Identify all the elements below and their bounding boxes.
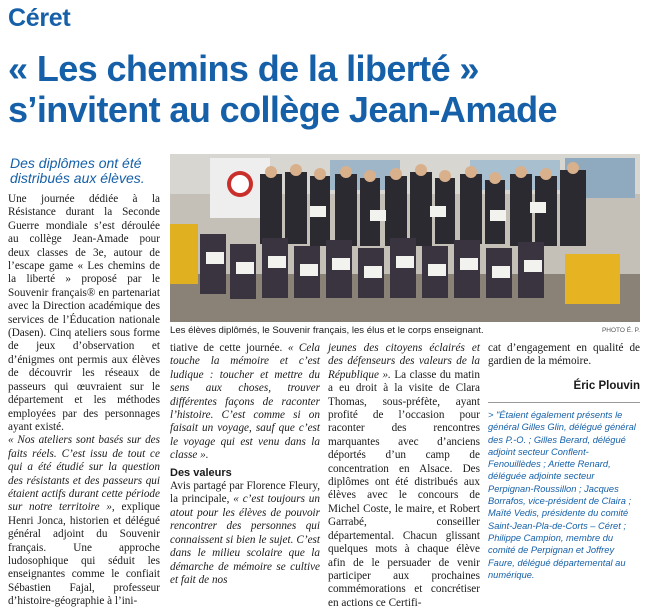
article-column-4 [488,342,640,372]
headline [8,48,648,130]
subheading: Des valeurs [170,466,232,479]
paragraph [170,342,320,463]
quote: jeunes des citoyens éclairés et des défenseurs des valeurs de la République ». [328,342,480,381]
author-byline: Éric Plouvin [573,380,640,392]
headline-line-2: s’invitent au collège Jean-Amade [8,89,557,130]
attendees-box [488,402,640,580]
paragraph [8,434,160,608]
standfirst: Des diplômes ont été distribués aux élèves. [10,155,145,186]
attendees-text: > "Étaient également présents le général Gilles Glin, délégué général des P.-O. ; Gilles Berard, délégué adjoint secteur Conflent-Fenouillèdes ; Ariette Renard, déléguée adjointe secteur Perpignan-Roussillon ; Jacques Borrafos, vice-président de Claira ; Maïté Vedis, présidente du comité Saint-Jean-Pla-de-Corts – Céret ; Philippe Campion, membre du comité de Perpignan et Joffrey Faure, délégué départemental au numérique. [488,410,636,580]
paragraph: cat d’engagement en qualité de gardien de la mémoire. [488,342,640,368]
text: explique Henri Jonca, historien et délégué général adjoint du Souvenir français. Une approche ludosophique qui séduit les enseignantes comme le confiait Sébastien Fajal, professeur d’histoire-géographie à l’ini- [8,501,160,608]
photo-credit: PHOTO É. P. [601,327,640,334]
quote: « Nos ateliers sont basés sur des faits réels. C’est issu de tout ce qui a été étudié sur la question des résistants et des passeurs qui étaient actifs durant cette période sur notre territoire », [8,434,160,514]
text: La classe du matin a eu droit à la visite de Clara Thomas, sous-préfète, ayant profité de l’occasion pour raconter des rencontres marquantes avec d’anciens déportés d’un camp de concentration en Alsace. Des diplômes ont été distribués aux élèves avec le concours de Michel Coste, le maire, et Robert Garrabé, conseiller départemental. Chacun glissant quelques mots à chaque élève afin de le persuader de venir participer aux prochaines commémorations et concrétiser en actions ce Certifi- [328,368,480,609]
section-kicker: Céret [8,4,71,32]
photo-illustration [170,154,640,322]
paragraph: Une journée dédiée à la Résistance durant la Seconde Guerre mondiale s’est déroulée au collège Jean-Amade pour deux classes de 3e, autour de l’escape game « Les chemins de la liberté » proposé par le Souvenir français® en partenariat avec la Direction académique des services de l’Éducation nationale (Dasen). Cinq ateliers sous forme de jeux d’observation et d’énigmes ont permis aux élèves de découvrir les réseaux de passeurs qui œuvraient sur le département et les méthodes employées par des personnages ayant existé. [8,193,160,433]
quote: « Cela touche la mémoire et c’est ludique : toucher et mettre du sens aux choses, trouver différentes façons de raconter l’histoire. C’est comme si on faisait un voyage, sauf que c’est le voyage qui est venu dans la classe ». [170,342,320,462]
text: Avis partagé par Florence Fleury, la principale, [170,480,320,506]
group-photo [170,154,640,322]
article-column-2 [170,342,320,586]
article-column-3 [328,342,480,609]
paragraph [328,342,480,610]
article-column-1 [8,193,160,608]
paragraph [170,480,320,587]
text: tiative de cette journée. [170,342,288,354]
photo-caption: Les élèves diplômés, le Souvenir français, les élus et le corps enseignant. [170,325,484,336]
quote: « c’est toujours un atout pour les élèves de pouvoir rencontrer des personnes qui connaissent si bien le sujet. C’est dans le milieu scolaire que la démarche de mémoire se cultive et fait de nos [170,493,320,586]
headline-line-1: « Les chemins de la liberté » [8,48,479,89]
